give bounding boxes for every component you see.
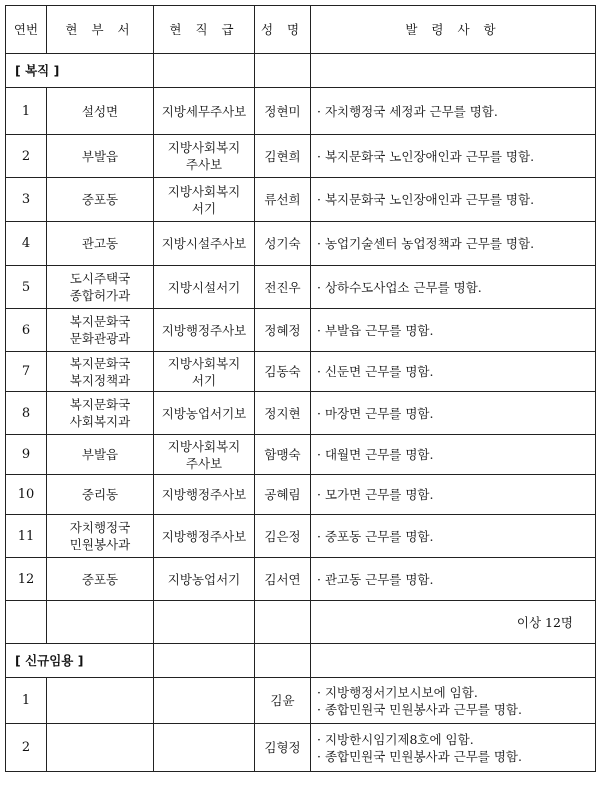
current-rank-line: 지방행정주사보 <box>161 487 247 502</box>
row-number: 11 <box>6 515 47 558</box>
appointment-details <box>311 135 596 178</box>
current-department-line: 부발읍 <box>81 148 119 164</box>
current-department <box>47 435 154 475</box>
current-department <box>47 475 154 515</box>
current-rank-line: 서기 <box>191 372 217 388</box>
appointment-details-line: · 자치행정국 세정과 근무를 명함. <box>317 103 498 119</box>
current-rank-line: 지방세무주사보 <box>161 103 247 119</box>
current-rank <box>154 178 255 222</box>
table-row <box>6 222 596 266</box>
appointment-details-line: · 지방한시임기제8호에 임함. <box>317 731 474 747</box>
appointment-details <box>311 178 596 222</box>
current-department <box>47 515 154 558</box>
current-department-line: 복지문화국 <box>69 314 131 329</box>
total-count: 이상 12명 <box>311 601 596 644</box>
empty-cell <box>154 601 255 644</box>
section-label-row <box>6 54 596 88</box>
table-row <box>6 88 596 135</box>
header-rank: 현 직 급 <box>154 6 255 54</box>
current-rank-line: 서기 <box>191 200 217 216</box>
appointment-details <box>311 266 596 309</box>
current-department <box>47 135 154 178</box>
appointment-details-line: · 대월면 근무를 명함. <box>317 447 434 462</box>
header-name: 성 명 <box>255 6 311 54</box>
appointment-details <box>311 88 596 135</box>
person-name: 김형정 <box>255 724 311 772</box>
current-rank-line: 주사보 <box>185 157 223 172</box>
current-rank-line: 지방사회복지 <box>167 140 241 155</box>
empty-cell <box>154 644 255 678</box>
header-notes: 발 령 사 항 <box>311 6 596 54</box>
current-rank-line: 지방사회복지 <box>167 438 241 454</box>
row-number: 5 <box>6 266 47 309</box>
table-row <box>6 435 596 475</box>
appointment-details-line: · 관고동 근무를 명함. <box>317 571 434 587</box>
current-rank <box>154 515 255 558</box>
current-rank <box>154 724 255 772</box>
current-department-line: 중포동 <box>81 192 119 207</box>
current-rank <box>154 392 255 435</box>
current-department-line: 중리동 <box>81 487 119 502</box>
current-department <box>47 724 154 772</box>
current-department-line: 문화관광과 <box>69 331 131 346</box>
appointment-details-line: · 상하수도사업소 근무를 명함. <box>317 279 482 295</box>
person-name: 공혜림 <box>255 475 311 515</box>
current-department-line: 복지문화국 <box>69 355 131 371</box>
appointment-details <box>311 724 596 772</box>
current-rank <box>154 475 255 515</box>
header-no: 연번 <box>6 6 47 54</box>
empty-cell <box>255 54 311 88</box>
row-number: 1 <box>6 88 47 135</box>
empty-cell <box>154 54 255 88</box>
current-department <box>47 266 154 309</box>
row-number: 12 <box>6 558 47 601</box>
row-number: 7 <box>6 352 47 392</box>
row-number: 8 <box>6 392 47 435</box>
header-row <box>6 6 596 54</box>
personnel-table-body <box>6 6 596 772</box>
appointment-details-line: · 신둔면 근무를 명함. <box>317 364 434 379</box>
current-rank-line: 주사보 <box>185 455 223 471</box>
person-name: 김현희 <box>255 135 311 178</box>
person-name: 류선희 <box>255 178 311 222</box>
person-name: 전진우 <box>255 266 311 309</box>
current-department <box>47 309 154 352</box>
current-rank-line: 지방농업서기보 <box>161 405 247 421</box>
empty-cell <box>255 644 311 678</box>
row-number: 4 <box>6 222 47 266</box>
empty-cell <box>6 601 47 644</box>
current-department <box>47 88 154 135</box>
row-number: 2 <box>6 135 47 178</box>
person-name: 김서연 <box>255 558 311 601</box>
current-rank <box>154 435 255 475</box>
current-rank-line: 지방시설주사보 <box>161 236 247 251</box>
current-rank <box>154 222 255 266</box>
current-rank-line: 지방사회복지 <box>167 355 241 371</box>
person-name: 김동숙 <box>255 352 311 392</box>
appointment-details <box>311 558 596 601</box>
current-department-line: 자치행정국 <box>69 520 131 535</box>
current-rank <box>154 309 255 352</box>
appointment-details <box>311 392 596 435</box>
person-name: 정혜정 <box>255 309 311 352</box>
appointment-details-line: · 복지문화국 노인장애인과 근무를 명함. <box>317 192 535 207</box>
row-number: 9 <box>6 435 47 475</box>
table-row <box>6 558 596 601</box>
current-department-line: 복지문화국 <box>69 397 131 412</box>
appointment-details <box>311 515 596 558</box>
current-rank <box>154 352 255 392</box>
current-department-line: 설성면 <box>81 103 119 119</box>
row-number: 1 <box>6 678 47 724</box>
empty-cell <box>311 54 596 88</box>
table-row <box>6 724 596 772</box>
table-row <box>6 135 596 178</box>
appointment-details <box>311 475 596 515</box>
table-row <box>6 178 596 222</box>
appointment-details-line: · 모가면 근무를 명함. <box>317 487 434 502</box>
current-department-line: 민원봉사과 <box>69 537 131 552</box>
appointment-details-line: · 마장면 근무를 명함. <box>317 405 434 421</box>
person-name: 김은정 <box>255 515 311 558</box>
person-name: 정현미 <box>255 88 311 135</box>
appointment-details <box>311 309 596 352</box>
header-dept: 현 부 서 <box>47 6 154 54</box>
appointment-details-line: · 농업기술센터 농업정책과 근무를 명함. <box>317 236 535 251</box>
row-number: 2 <box>6 724 47 772</box>
person-name: 정지현 <box>255 392 311 435</box>
person-name: 함맹숙 <box>255 435 311 475</box>
section-label: [ 신규임용 ] <box>6 644 154 678</box>
current-department <box>47 678 154 724</box>
current-rank <box>154 558 255 601</box>
current-department <box>47 222 154 266</box>
total-row <box>6 601 596 644</box>
empty-cell <box>47 601 154 644</box>
appointment-details-line: · 종합민원국 민원봉사과 근무를 명함. <box>317 748 522 764</box>
row-number: 10 <box>6 475 47 515</box>
current-department-line: 중포동 <box>81 571 119 587</box>
empty-cell <box>255 601 311 644</box>
row-number: 6 <box>6 309 47 352</box>
current-department <box>47 558 154 601</box>
current-rank-line: 지방행정주사보 <box>161 322 247 338</box>
section-label-row <box>6 644 596 678</box>
current-rank-line: 지방시설서기 <box>167 279 241 295</box>
person-name: 성기숙 <box>255 222 311 266</box>
table-row <box>6 678 596 724</box>
appointment-details <box>311 222 596 266</box>
current-department <box>47 352 154 392</box>
table-row <box>6 392 596 435</box>
current-department-line: 부발읍 <box>81 447 119 462</box>
appointment-details-line: · 지방행정서기보시보에 임함. <box>317 684 478 700</box>
current-rank <box>154 88 255 135</box>
table-row <box>6 309 596 352</box>
current-department-line: 복지정책과 <box>69 372 131 388</box>
appointment-details-line: · 부발읍 근무를 명함. <box>317 322 434 338</box>
appointment-details-line: · 종합민원국 민원봉사과 근무를 명함. <box>317 701 522 717</box>
current-department <box>47 178 154 222</box>
current-department <box>47 392 154 435</box>
table-row <box>6 266 596 309</box>
current-rank-line: 지방사회복지 <box>167 183 241 199</box>
current-department-line: 관고동 <box>81 236 119 251</box>
current-department-line: 사회복지과 <box>69 414 131 429</box>
section-label: [ 복직 ] <box>6 54 154 88</box>
appointment-details-line: · 복지문화국 노인장애인과 근무를 명함. <box>317 148 535 164</box>
current-rank <box>154 678 255 724</box>
current-rank-line: 지방행정주사보 <box>161 528 247 544</box>
row-number: 3 <box>6 178 47 222</box>
current-department-line: 종합허가과 <box>69 288 131 303</box>
appointment-details <box>311 678 596 724</box>
table-row <box>6 475 596 515</box>
appointment-details <box>311 352 596 392</box>
current-department-line: 도시주택국 <box>69 271 131 286</box>
table-row <box>6 352 596 392</box>
personnel-table <box>5 5 596 772</box>
empty-cell <box>311 644 596 678</box>
current-rank <box>154 135 255 178</box>
appointment-details-line: · 중포동 근무를 명함. <box>317 528 434 544</box>
current-rank <box>154 266 255 309</box>
current-rank-line: 지방농업서기 <box>167 571 241 587</box>
person-name: 김윤 <box>255 678 311 724</box>
table-row <box>6 515 596 558</box>
appointment-details <box>311 435 596 475</box>
